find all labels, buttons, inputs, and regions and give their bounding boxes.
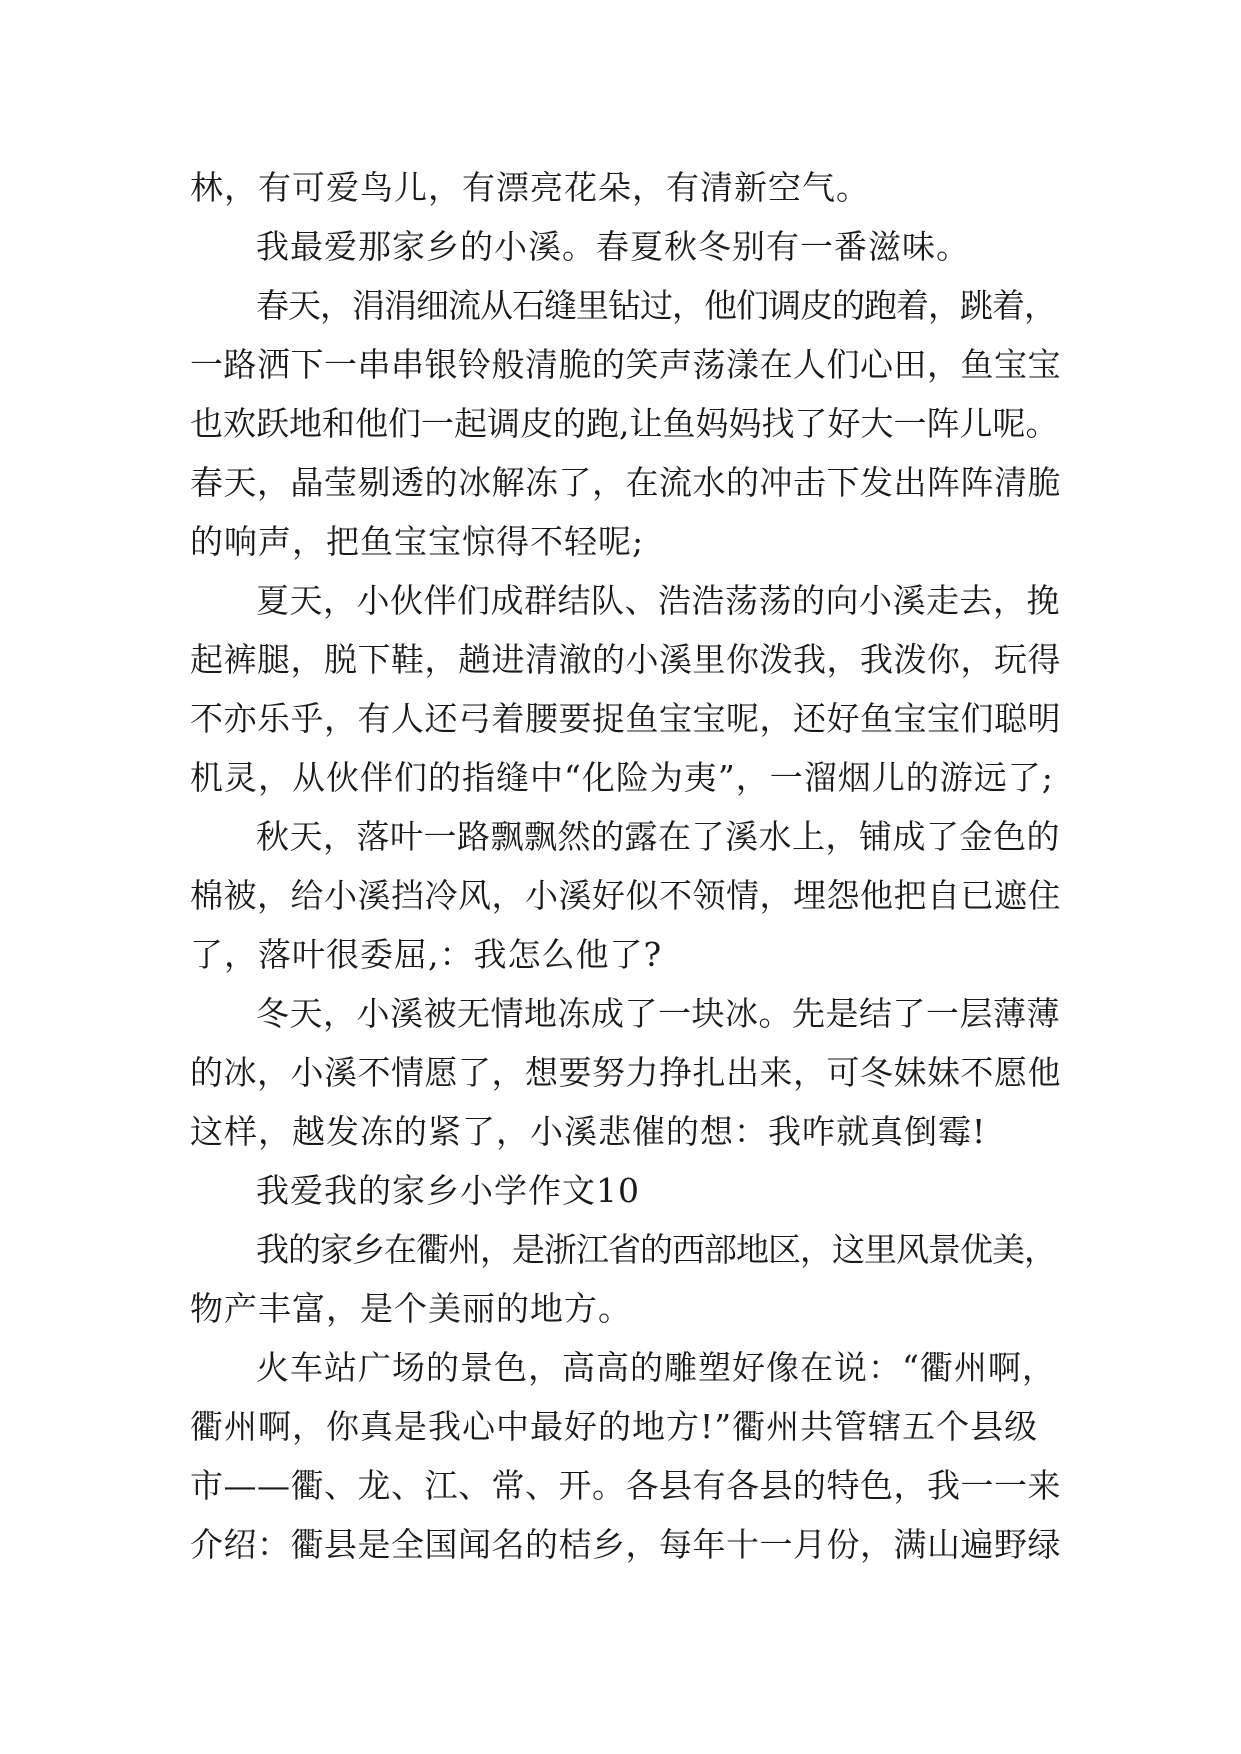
text-line: 的响声，把鱼宝宝惊得不轻呢; [190,522,645,561]
text-line: 冬天，小溪被无情地冻成了一块冰。先是结了一层薄薄 [256,994,1060,1033]
text-line: 起裤腿，脱下鞋，趟进清澈的小溪里你泼我，我泼你，玩得 [190,640,1061,679]
text-line: 的冰，小溪不情愿了，想要努力挣扎出来，可冬妹妹不愿他 [190,1053,1061,1092]
text-line: 一路洒下一串串银铃般清脆的笑声荡漾在人们心田，鱼宝宝 [190,345,1061,384]
text-line: 春天，涓涓细流从石缝里钻过，他们调皮的跑着，跳着， [256,286,1056,325]
text-line: 火车站广场的景色，高高的雕塑好像在说：“衢州啊， [256,1348,1056,1387]
text-line: 这样，越发冻的紧了，小溪悲催的想：我咋就真倒霉! [190,1112,987,1151]
text-line: 棉被，给小溪挡冷风，小溪好似不领情，埋怨他把自已遮住 [190,876,1061,915]
text-line: 我的家乡在衢州，是浙江省的西部地区，这里风景优美， [256,1230,1056,1269]
document-body [190,158,1060,1574]
text-line: 秋天，落叶一路飘飘然的露在了溪水上，铺成了金色的 [256,817,1060,856]
text-line: 物产丰富，是个美丽的地方。 [190,1289,632,1328]
text-line: 衢州啊，你真是我心中最好的地方!”衢州共管辖五个县级 [190,1407,1039,1446]
text-line: 我爱我的家乡小学作文10 [256,1171,640,1210]
text-line: 我最爱那家乡的小溪。春夏秋冬别有一番滋味。 [256,227,970,266]
text-line: 不亦乐乎，有人还弓着腰要捉鱼宝宝呢，还好鱼宝宝们聪明 [190,699,1061,738]
text-line: 介绍：衢县是全国闻名的桔乡，每年十一月份，满山遍野绿 [190,1525,1061,1564]
text-line: 市——衢、龙、江、常、开。各县有各县的特色，我一一来 [190,1466,1061,1505]
text-line: 春天，晶莹剔透的冰解冻了，在流水的冲击下发出阵阵清脆 [190,463,1061,502]
text-line: 夏天，小伙伴们成群结队、浩浩荡荡的向小溪走去，挽 [256,581,1060,620]
text-line: 也欢跃地和他们一起调皮的跑,让鱼妈妈找了好大一阵儿呢。 [190,404,1059,443]
text-line: 林，有可爱鸟儿，有漂亮花朵，有清新空气。 [190,168,870,207]
text-line: 了，落叶很委屈,：我怎么他了? [190,935,663,974]
text-line: 机灵，从伙伴们的指缝中“化险为夷”，一溜烟儿的游远了; [190,758,1054,797]
